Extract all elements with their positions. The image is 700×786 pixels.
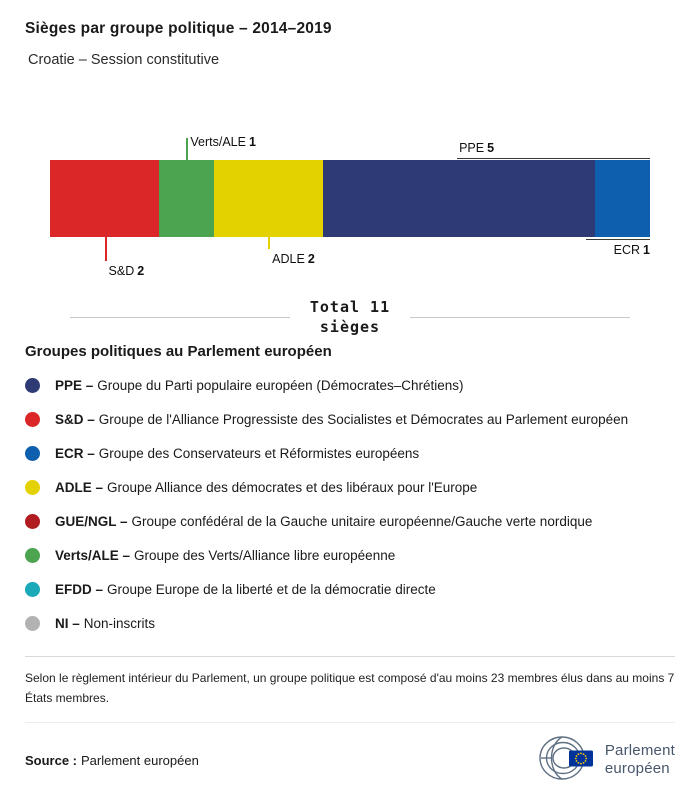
legend-item-vertsale (25, 538, 675, 572)
footer (25, 735, 675, 786)
legend-abbr: GUE/NGL – (55, 513, 128, 529)
logo-line1: Parlement (604, 741, 675, 759)
legend-item-efdd (25, 572, 675, 606)
sd-color-dot (25, 412, 40, 427)
header (0, 0, 700, 68)
source-label: Source : (25, 752, 78, 768)
chart-area (50, 134, 650, 282)
source-text: Parlement européen (81, 752, 199, 768)
legend (25, 343, 675, 640)
efdd-color-dot (25, 582, 40, 597)
legend-item-sd (25, 402, 675, 436)
ecr-color-dot (25, 446, 40, 461)
legend-abbr: PPE – (55, 377, 94, 393)
leader-line-PPE (457, 158, 650, 159)
bar-segment-ADLE (214, 160, 323, 237)
legend-name: Groupe des Verts/Alliance libre européenne (134, 547, 396, 563)
legend-abbr: ECR – (55, 445, 95, 461)
legend-heading: Groupes politiques au Parlement européen (25, 343, 332, 360)
divider-line-left (70, 317, 290, 318)
bar-segment-Verts/ALE (159, 160, 214, 237)
legend-item-ppe (25, 368, 675, 402)
leader-line-ADLE (268, 237, 270, 249)
legend-item-ni (25, 606, 675, 640)
logo-line2: européen (604, 760, 670, 778)
legend-name: Groupe confédéral de la Gauche unitaire européenne/Gauche verte nordique (131, 513, 593, 529)
legend-name: Groupe des Conservateurs et Réformistes européens (98, 445, 420, 461)
legend-abbr: S&D – (55, 411, 95, 427)
page-title: Sièges par groupe politique – 2014–2019 (25, 20, 332, 37)
segment-label-Verts/ALE: Verts/ALE 1 (190, 135, 256, 149)
legend-abbr: NI – (55, 615, 80, 631)
legend-item-guengl (25, 504, 675, 538)
legend-name: Non-inscrits (83, 615, 156, 631)
parlement-logo (538, 735, 675, 786)
legend-item-ecr (25, 436, 675, 470)
leader-line-S&D (105, 237, 107, 261)
legend-item-adle (25, 470, 675, 504)
logo-text (605, 742, 675, 780)
bar-segment-ECR (595, 160, 650, 237)
total-label: Total 11 (309, 298, 391, 316)
legend-abbr: Verts/ALE – (55, 547, 131, 563)
leader-line-Verts/ALE (186, 138, 188, 160)
vertsale-color-dot (25, 548, 40, 563)
segment-label-ECR: ECR 1 (613, 243, 650, 257)
hemicycle-eu-flag-icon (538, 735, 596, 786)
source (25, 753, 199, 768)
divider-line-right (410, 317, 630, 318)
total-sublabel: sièges (319, 317, 381, 336)
segment-label-ADLE: ADLE 2 (272, 252, 315, 266)
ni-color-dot (25, 616, 40, 631)
legend-name: Groupe du Parti populaire européen (Démocrates–Chrétiens) (97, 377, 464, 393)
segment-label-PPE: PPE 5 (459, 141, 495, 155)
legend-name: Groupe de l'Alliance Progressiste des Socialistes et Démocrates au Parlement européen (98, 411, 629, 427)
leader-line-ECR (586, 239, 650, 240)
bar-segment-PPE (323, 160, 596, 237)
total-seats (310, 298, 390, 337)
legend-abbr: ADLE – (55, 479, 104, 495)
total-divider (70, 298, 630, 337)
footnote: Selon le règlement intérieur du Parlement, un groupe politique est composé d'au moins 23 membres élus dans au moins 7 États membres. (25, 656, 675, 723)
adle-color-dot (25, 480, 40, 495)
bar-segment-S&D (50, 160, 159, 237)
page-subtitle: Croatie – Session constitutive (28, 52, 220, 68)
guengl-color-dot (25, 514, 40, 529)
stacked-bar (50, 160, 650, 237)
segment-label-S&D: S&D 2 (108, 264, 145, 278)
legend-name: Groupe Alliance des démocrates et des libéraux pour l'Europe (107, 479, 478, 495)
ppe-color-dot (25, 378, 40, 393)
legend-name: Groupe Europe de la liberté et de la démocratie directe (107, 581, 436, 597)
legend-abbr: EFDD – (55, 581, 104, 597)
